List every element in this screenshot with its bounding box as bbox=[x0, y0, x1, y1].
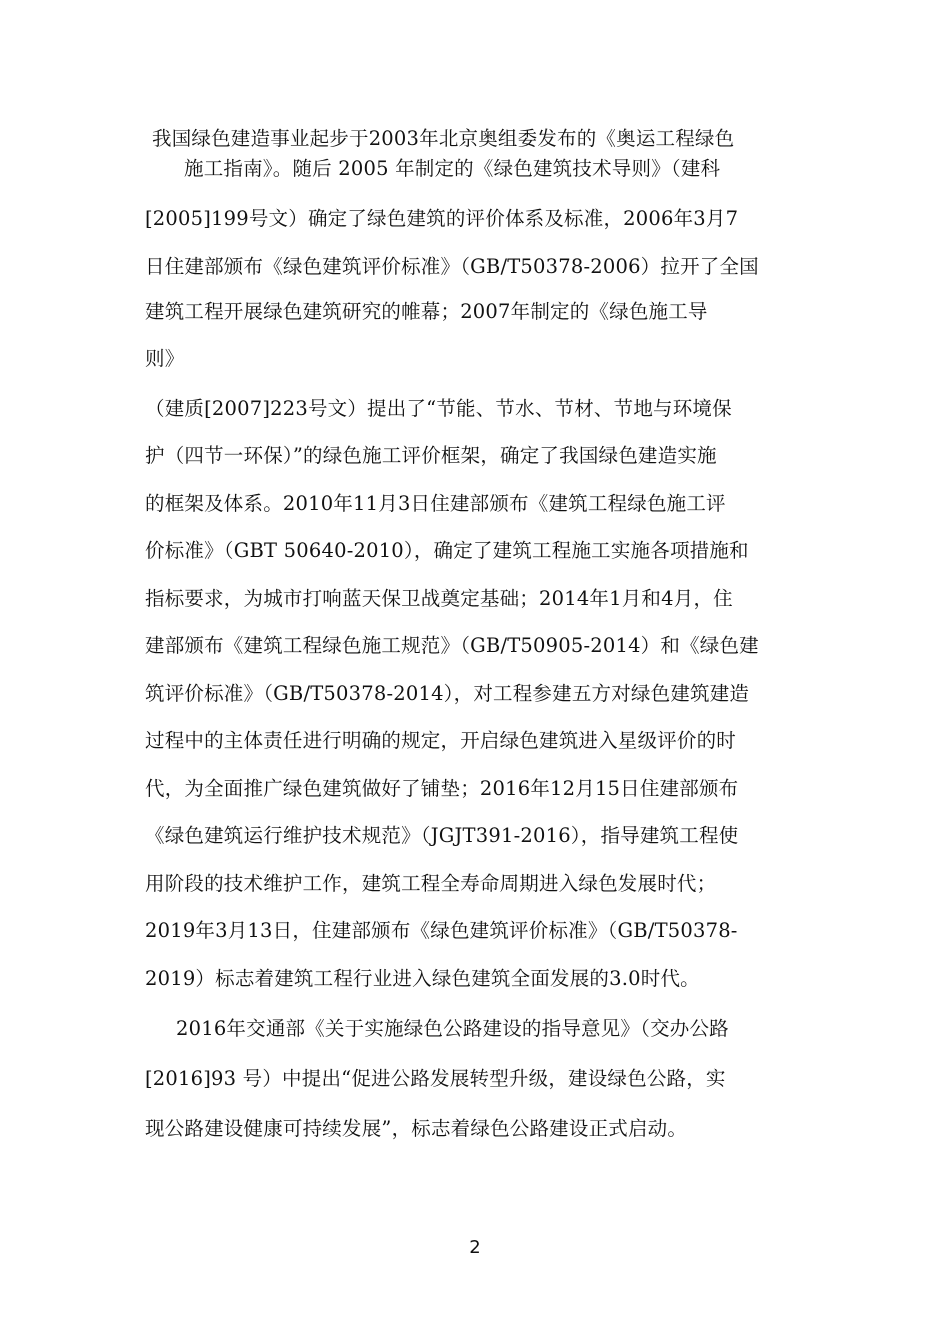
text-line: 指标要求，为城市打响蓝天保卫战奠定基础；2014年1月和4月，住 bbox=[145, 587, 733, 610]
text-line: 价标准》（GBT 50640-2010），确定了建筑工程施工实施各项措施和 bbox=[145, 539, 749, 562]
text-line: 用阶段的技术维护工作，建筑工程全寿命周期进入绿色发展时代； bbox=[145, 872, 717, 895]
text-line: 的框架及体系。2010年11月3日住建部颁布《建筑工程绿色施工评 bbox=[145, 492, 726, 515]
text-line: 代，为全面推广绿色建筑做好了铺垫；2016年12月15日住建部颁布 bbox=[145, 777, 739, 800]
text-line: [2016]93 号）中提出“促进公路发展转型升级，建设绿色公路，实 bbox=[145, 1067, 726, 1090]
text-line: 2016年交通部《关于实施绿色公路建设的指导意见》（交办公路 bbox=[176, 1017, 729, 1040]
text-line: 我国绿色建造事业起步于2003年北京奥组委发布的《奥运工程绿色 bbox=[152, 127, 735, 150]
text-line: 现公路建设健康可持续发展”，标志着绿色公路建设正式启动。 bbox=[145, 1117, 688, 1140]
text-line: 则》 bbox=[145, 347, 185, 370]
text-line: 过程中的主体责任进行明确的规定，开启绿色建筑进入星级评价的时 bbox=[145, 729, 737, 752]
text-line: 护（四节一环保）”的绿色施工评价框架，确定了我国绿色建造实施 bbox=[145, 444, 717, 467]
text-line: 《绿色建筑运行维护技术规范》（JGJT391-2016），指导建筑工程使 bbox=[145, 824, 739, 847]
text-line: 建部颁布《建筑工程绿色施工规范》（GB/T50905-2014）和《绿色建 bbox=[145, 634, 759, 657]
text-line: 日住建部颁布《绿色建筑评价标准》（GB/T50378-2006）拉开了全国 bbox=[145, 255, 759, 278]
text-line: 施工指南》。随后 2005 年制定的《绿色建筑技术导则》（建科 bbox=[184, 157, 721, 180]
text-line: 2019）标志着建筑工程行业进入绿色建筑全面发展的3.0时代。 bbox=[145, 967, 700, 990]
text-line: 2019年3月13日，住建部颁布《绿色建筑评价标准》（GB/T50378- bbox=[145, 919, 738, 942]
text-line: （建质[2007]223号文）提出了“节能、节水、节材、节地与环境保 bbox=[145, 397, 732, 420]
text-line: 建筑工程开展绿色建筑研究的帷幕；2007年制定的《绿色施工导 bbox=[145, 300, 708, 323]
text-line: 筑评价标准》（GB/T50378-2014），对工程参建五方对绿色建筑建造 bbox=[145, 682, 750, 705]
page-number: 2 bbox=[469, 1237, 481, 1258]
text-line: [2005]199号文）确定了绿色建筑的评价体系及标准，2006年3月7 bbox=[145, 207, 739, 230]
